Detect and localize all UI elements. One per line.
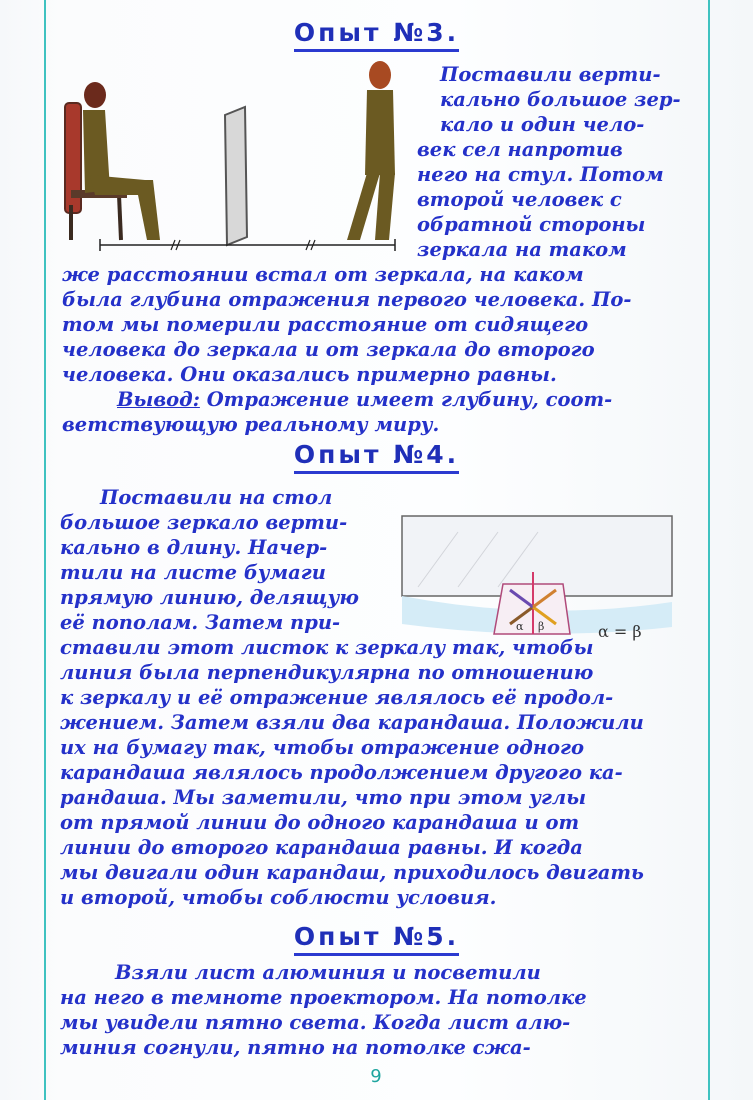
- text-line: зеркала на таком: [417, 238, 627, 261]
- conclusion-line: [62, 387, 681, 412]
- text-line: тили на листе бумаги: [60, 561, 326, 584]
- text-line: рандаша. Мы заметили, что при этом углы: [60, 786, 587, 809]
- text-line: второй человек с: [417, 188, 622, 211]
- text-line: кало и один чело-: [440, 113, 645, 136]
- angle-equation: α = β: [598, 622, 642, 641]
- text-line: карандаша являлось продолжением другого ка-: [60, 761, 623, 784]
- text-line: ветствующую реальному миру.: [62, 413, 440, 436]
- text-line: мы двигали один карандаш, приходилось двигать: [60, 861, 644, 884]
- experiment3-heading: [0, 18, 753, 47]
- experiment4-text: [60, 485, 644, 910]
- text-line: мы увидели пятно света. Когда лист алю-: [60, 1011, 571, 1034]
- text-line: человека. Они оказались примерно равны.: [62, 363, 557, 386]
- text-line: ставили этот листок к зеркалу так, чтобы: [60, 636, 594, 659]
- beta-label: β: [538, 620, 545, 633]
- text-line: же расстоянии встал от зеркала, на каком: [62, 263, 584, 286]
- text-line: линии до второго карандаша равны. И когда: [60, 836, 583, 859]
- text-line: их на бумагу так, чтобы отражение одного: [60, 736, 585, 759]
- text-line: кально в длину. Начер-: [60, 536, 328, 559]
- experiment5-heading-text: Опыт №5.: [294, 922, 459, 956]
- experiment5-heading: [0, 922, 753, 951]
- text-line: миния согнули, пятно на потолке сжа-: [60, 1036, 531, 1059]
- text-line: человека до зеркала и от зеркала до второго: [62, 338, 595, 361]
- text-line: была глубина отражения первого человека. По-: [62, 288, 632, 311]
- text-line: Поставили на стол: [100, 486, 333, 509]
- experiment4-heading: [0, 440, 753, 469]
- text-line: него на стул. Потом: [417, 163, 664, 186]
- text-line: от прямой линии до одного карандаша и от: [60, 811, 580, 834]
- text-line: линия была перпендикулярна по отношению: [60, 661, 594, 684]
- conclusion-label: Вывод:: [117, 388, 200, 411]
- text-line: большое зеркало верти-: [60, 511, 348, 534]
- experiment3-text: [62, 62, 681, 437]
- text-line: том мы померили расстояние от сидящего: [62, 313, 589, 336]
- text-line: обратной стороны: [417, 213, 646, 236]
- text-line: век сел напротив: [417, 138, 623, 161]
- alpha-label: α: [516, 620, 524, 633]
- page-number: 9: [370, 1066, 382, 1087]
- text-line: кально большое зер-: [440, 88, 681, 111]
- conclusion-text: Отражение имеет глубину, соот-: [199, 388, 613, 411]
- experiment5-text: [60, 960, 587, 1060]
- text-line: к зеркалу и её отражение являлось её продол-: [60, 686, 614, 709]
- text-line: на него в темноте проектором. На потолке: [60, 986, 587, 1009]
- text-line: жением. Затем взяли два карандаша. Положили: [60, 711, 644, 734]
- experiment4-heading-text: Опыт №4.: [294, 440, 459, 474]
- text-line: Взяли лист алюминия и посветили: [115, 961, 541, 984]
- text-line: прямую линию, делящую: [60, 586, 359, 609]
- experiment3-heading-text: Опыт №3.: [294, 18, 459, 52]
- text-line: её пополам. Затем при-: [60, 611, 341, 634]
- text-line: Поставили верти-: [440, 63, 661, 86]
- text-line: и второй, чтобы соблюсти условия.: [60, 886, 497, 909]
